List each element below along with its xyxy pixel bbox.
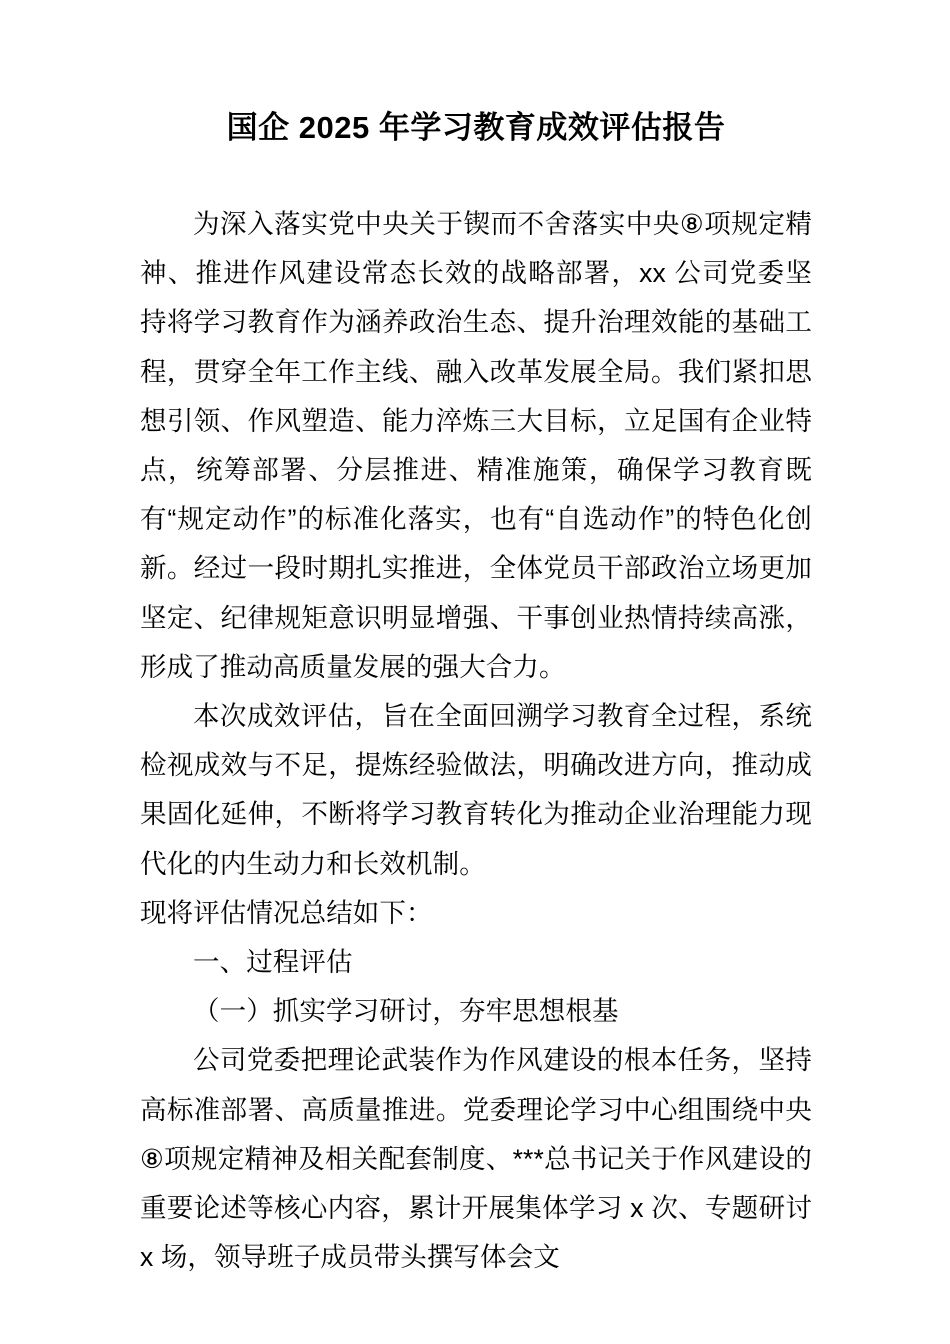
- paragraph-section-1-1-body: 公司党委把理论武装作为作风建设的根本任务，坚持高标准部署、高质量推进。党委理论学习中心组围绕中央⑧项规定精神及相关配套制度、***总书记关于作风建设的重要论述等核心内容，累计开展集体学习 x 次、专题研讨 x 场，领导班子成员带头撰写体会文: [140, 1045, 812, 1273]
- document-content: [140, 0, 812, 1282]
- document-body: [140, 148, 812, 1282]
- paragraph-intro-3: 现将评估情况总结如下：: [140, 897, 433, 928]
- paragraph-intro-1: 为深入落实党中央关于锲而不舍落实中央⑧项规定精神、推进作风建设常态长效的战略部署，xx 公司党委坚持将学习教育作为涵养政治生态、提升治理效能的基础工程，贯穿全年工作主线、融入改革发展全局。我们紧扣思想引领、作风塑造、能力淬炼三大目标，立足国有企业特点，统筹部署、分层推进、精准施策，确保学习教育既有“规定动作”的标准化落实，也有“自选动作”的特色化创新。经过一段时期扎实推进，全体党员干部政治立场更加坚定、纪律规矩意识明显增强、干事创业热情持续高涨，形成了推动高质量发展的强大合力。: [140, 209, 812, 682]
- subsection-heading-1-1: （一）抓实学习研讨，夯牢思想根基: [193, 996, 619, 1027]
- page-title: 国企 2025 年学习教育成效评估报告: [226, 110, 726, 145]
- paragraph-intro-2: 本次成效评估，旨在全面回溯学习教育全过程，系统检视成效与不足，提炼经验做法，明确改进方向，推动成果固化延伸，不断将学习教育转化为推动企业治理能力现代化的内生动力和长效机制。: [140, 701, 812, 879]
- section-heading-1: 一、过程评估: [193, 947, 353, 978]
